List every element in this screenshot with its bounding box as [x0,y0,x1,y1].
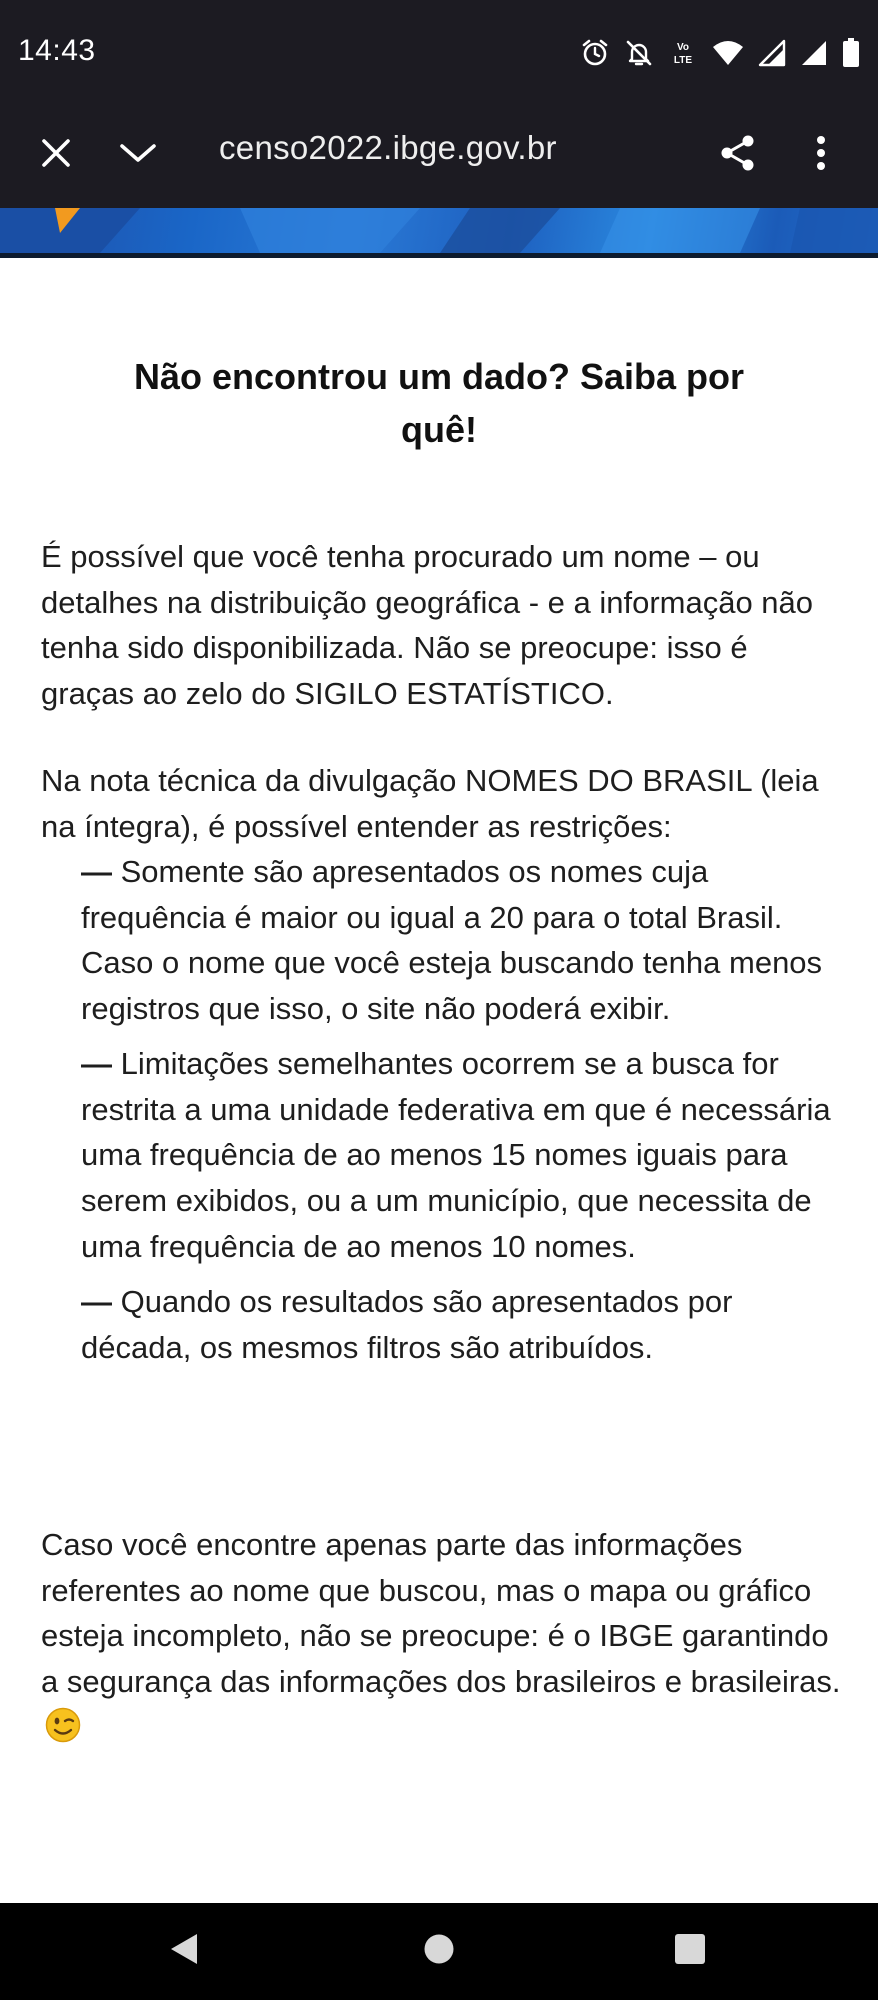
system-navigation-bar [0,1903,878,2000]
list-item [81,1279,841,1370]
svg-text:Vo: Vo [676,42,690,53]
share-icon [718,133,758,178]
bullet-dash: — [81,854,112,889]
intro-paragraph: É possível que você tenha procurado um nome – ou detalhes na distribuição geográfica - e a informação não tenha sido disponibilizada. Não se preocupe: isso é graças ao zelo do SIGILO ESTATÍSTICO. [41,539,814,711]
share-button[interactable] [708,125,768,185]
notifications-off-icon [624,38,654,68]
bullet-dash: — [81,1046,112,1082]
volte-icon [668,38,698,68]
header-banner-image [0,208,878,258]
wifi-icon [712,39,744,67]
list-item-text: Limitações semelhantes ocorrem se a busca for restrita a uma unidade federativa em que é necessária uma frequência de ao menos 15 nomes iguais para serem exibidos, ou a um município, que necessita de uma frequência de ao menos 10 nomes. [81,1046,831,1264]
back-button[interactable] [156,1923,212,1979]
close-button[interactable] [26,125,86,185]
custom-tab-toolbar [0,103,878,208]
status-icons [580,36,860,70]
alarm-icon [580,38,610,68]
back-icon [167,1931,201,1972]
list-item-text: Somente são apresentados os nomes cuja frequência é maior ou igual a 20 para o total Brasil. Caso o nome que você esteja buscando tenha menos registros que isso, o site não poderá exibir. [81,854,823,1026]
url-text[interactable]: censo2022.ibge.gov.br [219,129,557,166]
more-vert-icon [815,135,827,176]
list-item [81,1041,841,1269]
minimize-button[interactable] [108,125,168,185]
recents-icon [673,1932,707,1971]
technical-note-paragraph: Na nota técnica da divulgação NOMES DO BRASIL (leia na íntegra), é possível entender as restrições: [41,763,819,844]
signal-full-icon [800,39,828,67]
bullet-dash: — [81,1283,112,1319]
more-options-button[interactable] [791,125,851,185]
closing-paragraph-text: Caso você encontre apenas parte das informações referentes ao nome que buscou, mas o mapa ou gráfico esteja incompleto, não se preocupe: é o IBGE garantindo a segurança das informações dos brasileiros e brasileiras. [41,1527,841,1699]
status-bar [0,0,878,103]
recents-button[interactable] [662,1923,718,1979]
list-item-text: Quando os resultados são apresentados por década, os mesmos filtros são atribuídos. [81,1283,733,1365]
close-icon [40,137,72,174]
signal-icon [758,39,786,67]
status-time: 14:43 [18,34,96,67]
chevron-down-icon [118,141,158,170]
restrictions-list [81,849,841,1380]
svg-text:LTE: LTE [673,55,693,66]
battery-icon [842,38,860,68]
list-item [81,849,841,1031]
home-icon [422,1932,456,1971]
winking-face-emoji [45,1707,81,1756]
home-button[interactable] [411,1923,467,1979]
page-title: Não encontrou um dado? Saiba por quê! [133,356,745,450]
closing-paragraph [41,1522,841,1756]
page-content [0,258,878,1903]
